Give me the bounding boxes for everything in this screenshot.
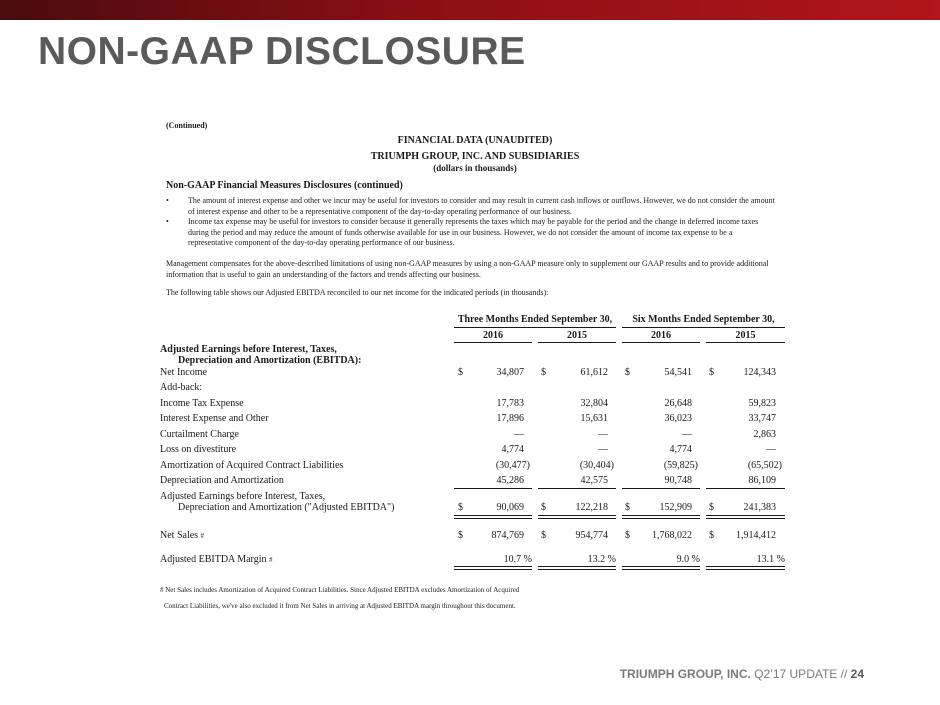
- currency-symbol: $: [541, 367, 546, 378]
- table-cell: —: [514, 429, 524, 440]
- footer-company: TRIUMPH GROUP, INC.: [619, 667, 751, 681]
- bullet-text: The amount of interest expense and other we incur may be useful for investors to consider and may result in current cash inflows or outflows. However, we do not consider the amount of interest expense and other to be a representative component of the day-to-day operating performance of our business.: [188, 196, 775, 216]
- table-cell: 45,286: [496, 475, 524, 486]
- total-double-rule: [622, 515, 700, 519]
- currency-symbol: $: [458, 502, 463, 513]
- table-cell: 17,783: [496, 398, 524, 409]
- row-label-depreciation: Depreciation and Amortization: [160, 475, 284, 486]
- table-cell: 241,383: [743, 502, 776, 513]
- table-cell: 26,648: [664, 398, 692, 409]
- ebitda-label: Adjusted Earnings before Interest, Taxes,: [160, 491, 326, 502]
- slide-footer: [620, 667, 864, 681]
- row-label-income-tax: Income Tax Expense: [160, 398, 244, 409]
- section-label-cont: Depreciation and Amortization (EBITDA):: [178, 355, 362, 366]
- row-label-amortization-contract: Amortization of Acquired Contract Liabilities: [160, 460, 344, 471]
- year-header: 2016: [622, 330, 700, 343]
- paragraph-management: Management compensates for the above-described limitations of using non-GAAP measures by using a non-GAAP measure only to supplement our GAAP results and to provide additional information that is useful to gain an understanding of the factors and trends affecting our business.: [166, 259, 769, 279]
- total-double-rule: [538, 515, 616, 519]
- top-brand-bar: [0, 0, 940, 20]
- table-cell: 4,774: [669, 444, 692, 455]
- section-title: Non-GAAP Financial Measures Disclosures (continued): [166, 180, 403, 191]
- subtotal-rule: [538, 488, 616, 489]
- currency-symbol: $: [625, 502, 630, 513]
- table-cell: 54,541: [664, 367, 692, 378]
- table-cell: 90,748: [664, 475, 692, 486]
- table-cell: 1,768,022: [652, 530, 692, 541]
- group-header-three-months: Three Months Ended September 30,: [454, 314, 616, 328]
- bullet-text: Income tax expense may be useful for investors to consider because it generally represents the taxes which may be payable for the period and the change in deferred income taxes during the period and may reduce the amount of funds otherwise available for use in our business. However, we do not consider the amount of income tax expense to be a representative component of the day-to-day operating performance of our business.: [188, 217, 759, 247]
- table-cell: 32,804: [580, 398, 608, 409]
- table-cell: (59,825): [663, 460, 698, 471]
- table-cell: 13.1 %: [756, 554, 785, 565]
- row-label-interest: Interest Expense and Other: [160, 413, 269, 424]
- table-cell: —: [598, 444, 608, 455]
- doc-heading-financial-data: FINANCIAL DATA (UNAUDITED): [397, 135, 553, 146]
- currency-symbol: $: [625, 367, 630, 378]
- table-cell: 86,109: [748, 475, 776, 486]
- row-label-net-income: Net Income: [160, 367, 207, 378]
- table-cell: —: [682, 429, 692, 440]
- table-cell: (30,404): [579, 460, 614, 471]
- footnote-mark: #: [200, 532, 205, 540]
- table-cell: 59,823: [748, 398, 776, 409]
- currency-symbol: $: [709, 530, 714, 541]
- table-cell: 90,069: [496, 502, 524, 513]
- table-cell: 2,863: [753, 429, 776, 440]
- footnote-line: # Net Sales includes Amortization of Acquired Contract Liabilities. Since Adjusted EBITDA excludes Amortization of Acquired: [160, 586, 520, 594]
- currency-symbol: $: [458, 530, 463, 541]
- table-cell: 954,774: [575, 530, 608, 541]
- table-cell: 15,631: [580, 413, 608, 424]
- subtotal-rule: [706, 488, 785, 489]
- total-double-rule: [538, 566, 616, 570]
- section-label: Adjusted Earnings before Interest, Taxes,: [160, 344, 337, 355]
- total-double-rule: [706, 566, 785, 570]
- table-cell: 61,612: [580, 367, 608, 378]
- table-cell: 1,914,412: [736, 530, 776, 541]
- bullet-dot-icon: •: [166, 217, 169, 226]
- bullet-list: [166, 196, 776, 249]
- paragraph-table-intro: The following table shows our Adjusted EBITDA reconciled to our net income for the indicated periods (in thousands):: [166, 288, 549, 297]
- currency-symbol: $: [709, 367, 714, 378]
- total-double-rule: [706, 515, 785, 519]
- group-header-six-months: Six Months Ended September 30,: [622, 314, 785, 328]
- table-cell: —: [766, 444, 776, 455]
- table-cell: 13.2 %: [587, 554, 616, 565]
- total-double-rule: [454, 566, 532, 570]
- slide-title: NON-GAAP DISCLOSURE: [38, 30, 526, 73]
- year-header: 2016: [454, 330, 532, 343]
- row-label-curtailment: Curtailment Charge: [160, 429, 239, 440]
- net-sales-label: [160, 530, 204, 541]
- table-cell: 9.0 %: [676, 554, 700, 565]
- margin-label-text: Adjusted EBITDA Margin: [160, 554, 267, 565]
- total-double-rule: [454, 515, 532, 519]
- row-label-add-back: Add-back:: [160, 382, 203, 393]
- table-cell: (30,477): [495, 460, 530, 471]
- table-cell: (65,502): [747, 460, 782, 471]
- currency-symbol: $: [709, 502, 714, 513]
- bullet-dot-icon: •: [166, 196, 169, 205]
- table-cell: —: [598, 429, 608, 440]
- currency-symbol: $: [541, 530, 546, 541]
- footnote-mark: #: [268, 556, 273, 564]
- currency-symbol: $: [541, 502, 546, 513]
- subtotal-rule: [454, 488, 532, 489]
- margin-label: [160, 554, 272, 565]
- footnote-line: Contract Liabilities, we've also excluded it from Net Sales in arriving at Adjusted EBITDA margin throughout this document.: [164, 602, 516, 610]
- table-cell: 874,769: [491, 530, 524, 541]
- total-double-rule: [622, 566, 700, 570]
- table-cell: 122,218: [575, 502, 608, 513]
- table-cell: 124,343: [743, 367, 776, 378]
- currency-symbol: $: [625, 530, 630, 541]
- table-cell: 4,774: [501, 444, 524, 455]
- table-cell: 152,909: [659, 502, 692, 513]
- table-cell: 17,896: [496, 413, 524, 424]
- bullet-item: [166, 196, 776, 217]
- page-number: 24: [850, 667, 864, 681]
- bullet-item: [166, 217, 776, 249]
- net-sales-label-text: Net Sales: [160, 530, 199, 541]
- doc-heading-units: (dollars in thousands): [433, 163, 517, 173]
- currency-symbol: $: [458, 367, 463, 378]
- year-header: 2015: [706, 330, 785, 343]
- table-cell: 42,575: [580, 475, 608, 486]
- ebitda-label-cont: Depreciation and Amortization ("Adjusted EBITDA"): [178, 502, 395, 513]
- continued-label: (Continued): [166, 121, 208, 130]
- table-cell: 36,023: [664, 413, 692, 424]
- doc-heading-company: TRIUMPH GROUP, INC. AND SUBSIDIARIES: [370, 151, 580, 162]
- table-cell: 33,747: [748, 413, 776, 424]
- subtotal-rule: [622, 488, 700, 489]
- table-cell: 10.7 %: [503, 554, 532, 565]
- table-cell: 34,807: [496, 367, 524, 378]
- footer-update: Q2’17 UPDATE //: [750, 667, 851, 681]
- row-label-divestiture: Loss on divestiture: [160, 444, 237, 455]
- year-header: 2015: [538, 330, 616, 343]
